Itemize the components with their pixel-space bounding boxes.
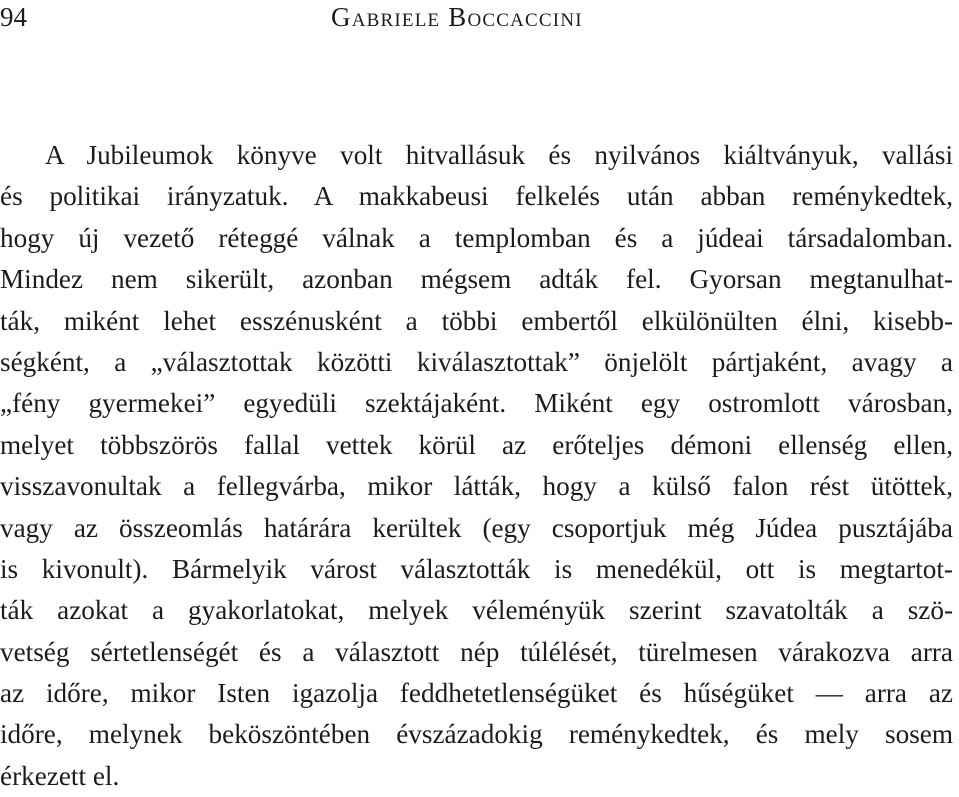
text-line: ségként, a „választottak közötti kiválasztottak” önjelölt pártjaként, avagy a: [0, 346, 953, 377]
text-line: és politikai irányzatuk. A makkabeusi felkelés után abban reménykedtek,: [0, 181, 953, 212]
text-line: is kivonult). Bármelyik várost választották is menedékül, ott is megtartot-: [0, 553, 953, 584]
text-line: érkezett el.: [0, 760, 120, 791]
text-line: „fény gyermekei” egyedüli szektájaként. Miként egy ostromlott városban,: [0, 388, 953, 419]
text-line: visszavonultak a fellegvárba, mikor látták, hogy a külső falon rést ütöttek,: [0, 471, 953, 502]
page-header: [0, 0, 959, 40]
text-line: hogy új vezető réteggé válnak a templomban és a júdeai társadalomban.: [0, 222, 953, 253]
text-line: az időre, mikor Isten igazolja feddhetetlenségüket és hűségüket — arra az: [0, 678, 953, 709]
text-line: vetség sértetlenségét és a választott nép túlélését, türelmesen várakozva arra: [0, 636, 953, 667]
text-line: ták azokat a gyakorlatokat, melyek véleményük szerint szavatolták a szö-: [0, 595, 953, 626]
text-line: melyet többszörös fallal vettek körül az erőteljes démoni ellenség ellen,: [0, 429, 953, 460]
body-paragraph: [0, 135, 953, 797]
text-line: időre, melynek beköszöntében évszázadokig reménykedtek, és mely sosem: [0, 719, 953, 750]
text-line: A Jubileumok könyve volt hitvallásuk és nyilvános kiáltványuk, vallási: [45, 140, 953, 170]
page-number: 94: [0, 2, 27, 32]
text-line: Mindez nem sikerült, azonban mégsem adták fel. Gyorsan megtanulhat-: [0, 264, 953, 295]
text-line: ták, miként lehet esszénusként a többi embertől elkülönülten élni, kisebb-: [0, 305, 953, 336]
text-line: vagy az összeomlás határára kerültek (egy csoportjuk még Júdea pusztájába: [0, 512, 953, 543]
running-head-author: Gabriele Boccaccini: [331, 2, 583, 32]
